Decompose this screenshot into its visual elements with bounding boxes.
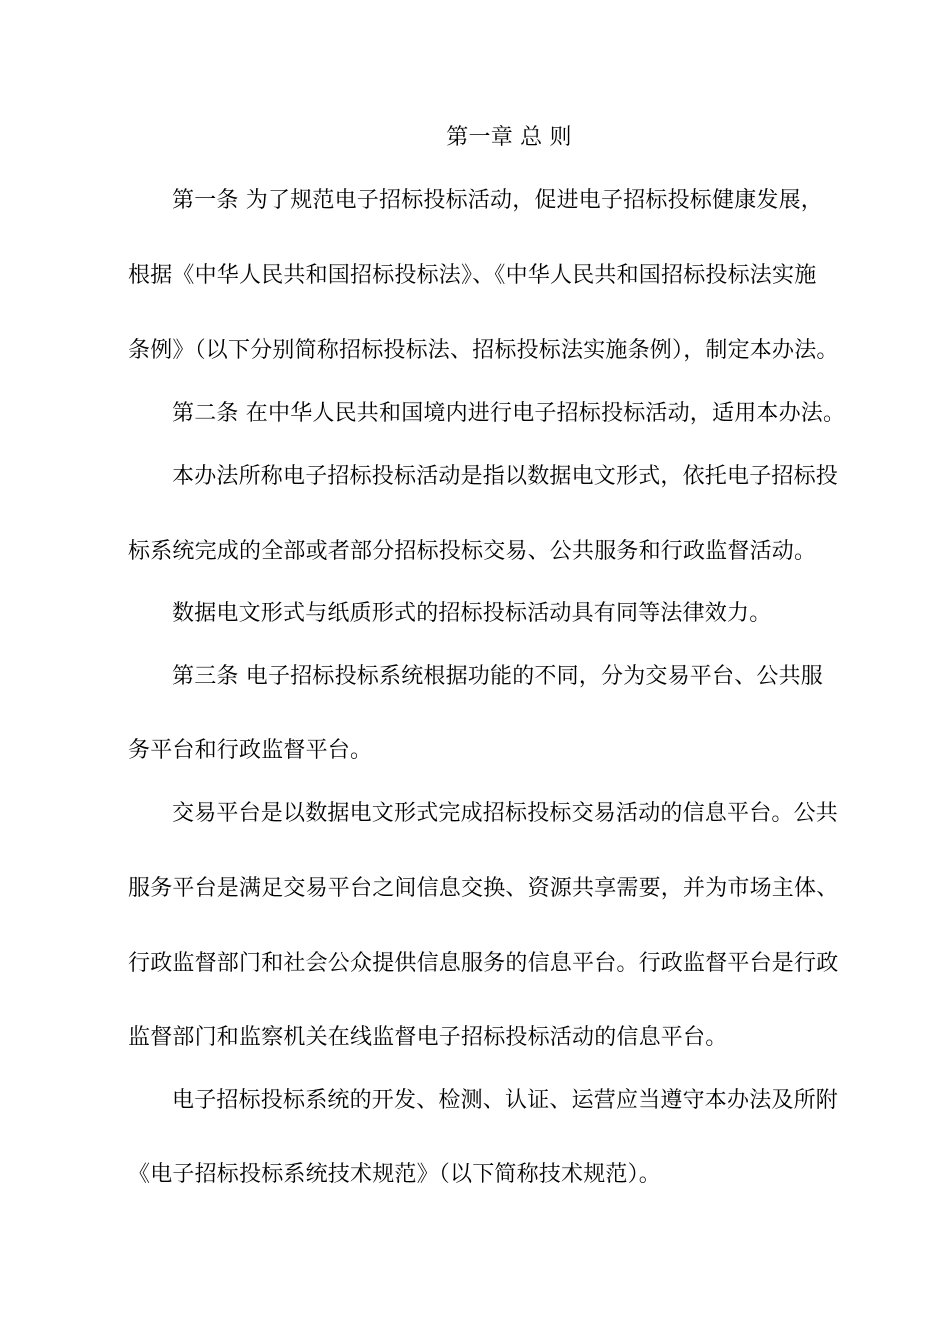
article-2-line-1: 第二条 在中华人民共和国境内进行电子招标投标活动，适用本办法。 [172, 401, 846, 426]
chapter-title: 第一章 总 则 [446, 125, 572, 150]
article-3-line-7: 电子招标投标系统的开发、检测、认证、运营应当遵守本办法及所附 [172, 1088, 839, 1113]
article-1-line-3: 条例》（以下分别简称招标投标法、招标投标法实施条例），制定本办法。 [128, 338, 839, 363]
article-3-line-2: 务平台和行政监督平台。 [128, 738, 373, 763]
article-3-line-1: 第三条 电子招标投标系统根据功能的不同，分为交易平台、公共服 [172, 664, 823, 689]
article-2-line-4: 数据电文形式与纸质形式的招标投标活动具有同等法律效力。 [172, 601, 772, 626]
article-1-line-1: 第一条 为了规范电子招标投标活动，促进电子招标投标健康发展， [172, 188, 823, 213]
article-2-line-2: 本办法所称电子招标投标活动是指以数据电文形式，依托电子招标投 [172, 464, 839, 489]
article-3-line-8: 《电子招标投标系统技术规范》（以下简称技术规范）。 [128, 1162, 662, 1187]
article-3-line-3: 交易平台是以数据电文形式完成招标投标交易活动的信息平台。公共 [172, 801, 839, 826]
article-3-line-4: 服务平台是满足交易平台之间信息交换、资源共享需要，并为市场主体、 [128, 876, 839, 901]
article-3-line-5: 行政监督部门和社会公众提供信息服务的信息平台。行政监督平台是行政 [128, 951, 839, 976]
article-1-line-2: 根据《中华人民共和国招标投标法》、《中华人民共和国招标投标法实施 [128, 263, 817, 288]
article-3-line-6: 监督部门和监察机关在线监督电子招标投标活动的信息平台。 [128, 1025, 728, 1050]
article-2-line-3: 标系统完成的全部或者部分招标投标交易、公共服务和行政监督活动。 [128, 539, 817, 564]
